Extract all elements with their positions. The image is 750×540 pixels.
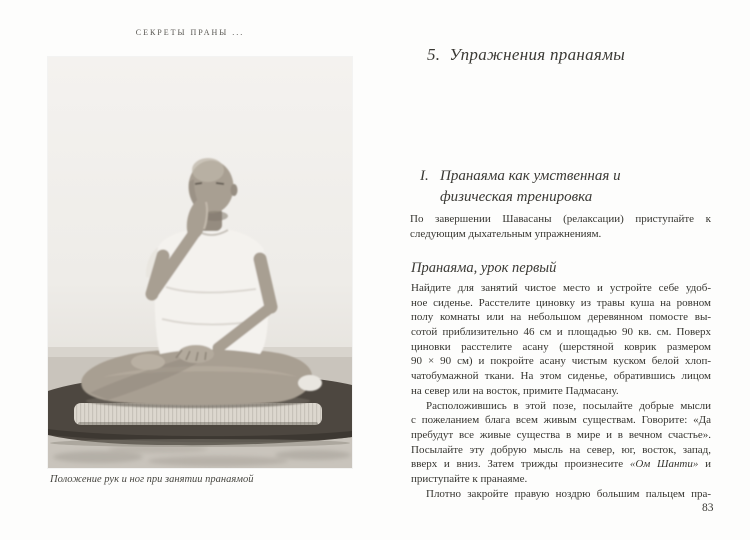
text-line: По завершении Шавасаны (релаксации) приступайте к [410, 213, 711, 225]
chapter-title-text: Упражнения пранаямы [449, 45, 626, 64]
text-line: Расположившись в этой позе, посылайте добрые мысли [426, 399, 711, 412]
intro-paragraph [410, 212, 711, 242]
text-line: ное сиденье. Расстелите циновку из травы куша на ровном [411, 296, 711, 309]
text-line: полу комнаты или на небольшом деревянном помосте вы- [411, 311, 711, 324]
text-line: следующим дыхательным упражнениям. [410, 228, 602, 241]
lesson-heading: Пранаяма, урок первый [411, 260, 557, 276]
chapter-number: 5. [427, 45, 441, 64]
text-line: чатобумажной ткани. На этом сиденье, обратившись лицом [411, 370, 711, 383]
text-line: Посылайте эту добрую мысль на север, юг, восток, запад, [411, 443, 711, 456]
section-number: I. [420, 168, 429, 184]
section-title [440, 166, 621, 208]
section-title-line-1: Пранаяма как умственная и [440, 168, 621, 184]
text-line: сотой приблизительно 46 см и площадью 90 кв. см. Поверх [411, 326, 711, 339]
running-header: СЕКРЕТЫ ПРАНЫ ... [135, 28, 245, 37]
page-number: 83 [702, 502, 714, 514]
yogi-photo-illustration [48, 57, 352, 468]
text-line: с пожеланием блага всем живым существам. Говорите: «Да [411, 414, 711, 427]
yogi-photo [48, 57, 352, 468]
text-line: циновки расстелите асану (шерстяной коврик размером [411, 340, 711, 353]
text-line: пребудут все живые существа в мире и в вечном счастье». [411, 428, 711, 441]
text-line: вверх и вниз. Затем трижды произнесите «Ом Шанти» и [411, 458, 711, 471]
chapter-title [427, 45, 625, 65]
text-line: Плотно закройте правую ноздрю большим пальцем пра- [426, 487, 711, 500]
text-line: 90 × 90 см) и покройте асану чистым куском белой хлоп- [411, 355, 711, 368]
right-page [375, 0, 750, 540]
text-line: Найдите для занятий чистое место и устройте себе удоб- [411, 282, 711, 294]
text-line: на север или на восток, примите Падмасану. [411, 384, 619, 397]
photo-caption: Положение рук и ног при занятии пранаямой [50, 474, 254, 485]
section-heading [420, 166, 621, 208]
text-line: приступайте к пранаяме. [411, 472, 528, 485]
yogi-torso [146, 228, 269, 354]
body-text [411, 281, 711, 501]
section-title-line-2: физическая тренировка [440, 189, 593, 205]
